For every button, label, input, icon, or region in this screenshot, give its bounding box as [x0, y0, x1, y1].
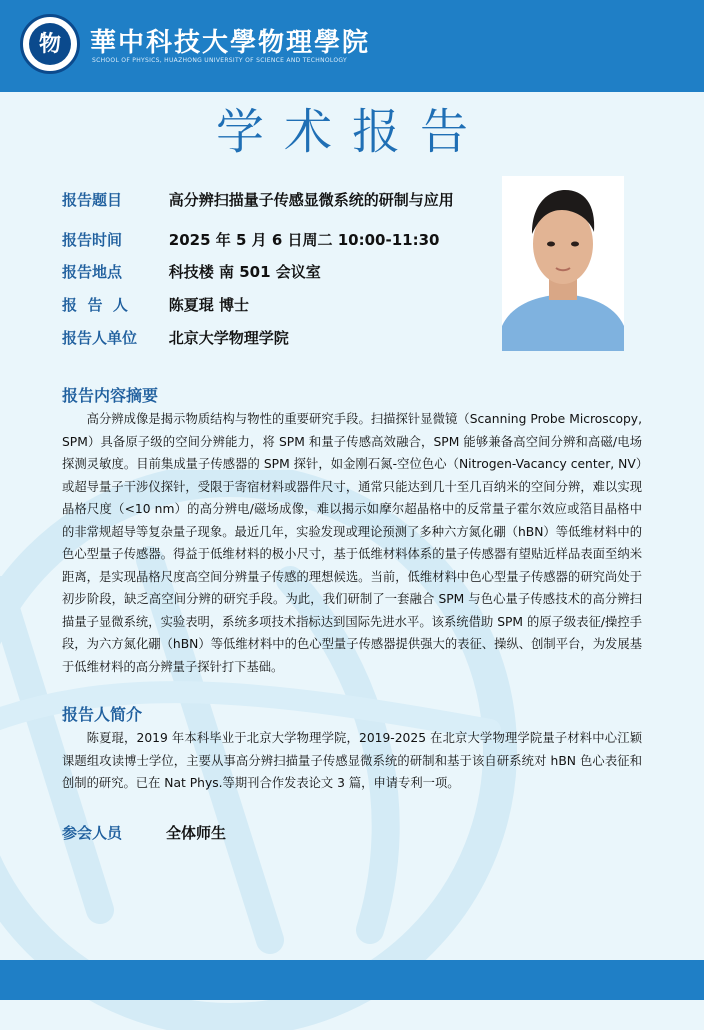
abstract-heading: 报告内容摘要 — [62, 386, 159, 405]
location-row — [62, 261, 321, 291]
abstract-text: 高分辨成像是揭示物质结构与物性的重要研究手段。扫描探针显微镜（Scanning Probe Microscopy, SPM）具备原子级的空间分辨能力，将 SPM 和量子传感高效融合，SPM 能够兼备高空间分辨和高磁/电场探测灵敏度。目前集成量子传感器的 SPM 探针，如金刚石氮-空位色心（Nitrogen-Vacancy center, NV）或超导量子干涉仪探针，受限于寄宿材料或器件尺寸，通常只能达到几十至几百纳米的空间分辨，难以实现晶格尺度（<10 nm）的高分辨电/磁场成像，难以揭示如摩尔超晶格中的反常量子霍尔效应或箔目晶格中的非常规超导等复杂量子现象。最近几年，实验发现或理论预测了多种六方氮化硼（hBN）等低维材料中的色心型量子传感器。得益于低维材料的极小尺寸，基于低维材料体系的量子传感器有望贴近样品表面至纳米距离，是实现晶格尺度高空间分辨量子传感的理想候选。当前，低维材料中色心型量子传感器的研究尚处于初步阶段，缺乏高空间分辨的研究手段。为此，我们研制了一套融合 SPM 与色心量子传感技术的高分辨扫描量子显微系统，实验表明，系统多项技术指标达到国际先进水平。该系统借助 SPM 的原子级表征/操控手段，为六方氮化硼（hBN）等低维材料中的色心型量子传感器提供强大的表征、操纵、创制平台，为发展基于低维材料的高分辨量子探针打下基础。 — [62, 412, 642, 674]
school-name-cn: 華中科技大學物理學院 — [90, 28, 371, 58]
attendees-value: 全体师生 — [166, 824, 227, 842]
affiliation-label: 报告人单位 — [62, 329, 138, 347]
time-row — [62, 229, 439, 259]
time-label: 报告时间 — [62, 231, 123, 249]
affiliation-value: 北京大学物理学院 — [168, 329, 289, 347]
affiliation-row — [62, 327, 289, 357]
school-name-en: SCHOOL OF PHYSICS, HUAZHONG UNIVERSITY OF SCIENCE AND TECHNOLOGY — [92, 57, 347, 64]
speaker-portrait-icon — [502, 176, 624, 351]
location-label: 报告地点 — [62, 263, 123, 281]
school-logo — [20, 14, 80, 74]
speaker-photo — [502, 176, 624, 351]
topic-label: 报告题目 — [62, 191, 123, 209]
footer-banner — [0, 960, 704, 1000]
page-title: 学术报告 — [215, 104, 488, 160]
logo-emblem-icon: 物 — [29, 23, 71, 65]
topic-value: 高分辨扫描量子传感显微系统的研制与应用 — [168, 191, 454, 209]
topic-row — [62, 189, 454, 219]
time-value: 2025 年 5 月 6 日周二 10:00-11:30 — [168, 231, 440, 249]
header-banner — [0, 0, 704, 92]
speaker-value: 陈夏琨 博士 — [168, 296, 250, 314]
bio-text: 陈夏琨，2019 年本科毕业于北京大学物理学院，2019-2025 在北京大学物理学院量子材料中心江颖课题组攻读博士学位，主要从事高分辨扫描量子传感显微系统的研制和基于该自研系统对 hBN 色心表征和创制的研究。已在 Nat Phys.等期刊合作发表论文 3 篇，申请专利一项。 — [62, 731, 642, 790]
bio-heading: 报告人简介 — [62, 705, 143, 724]
speaker-label: 报 告 人 — [62, 296, 128, 314]
attendees-label: 参会人员 — [62, 824, 123, 842]
location-value: 科技楼 南 501 会议室 — [168, 263, 321, 281]
speaker-row — [62, 294, 249, 324]
